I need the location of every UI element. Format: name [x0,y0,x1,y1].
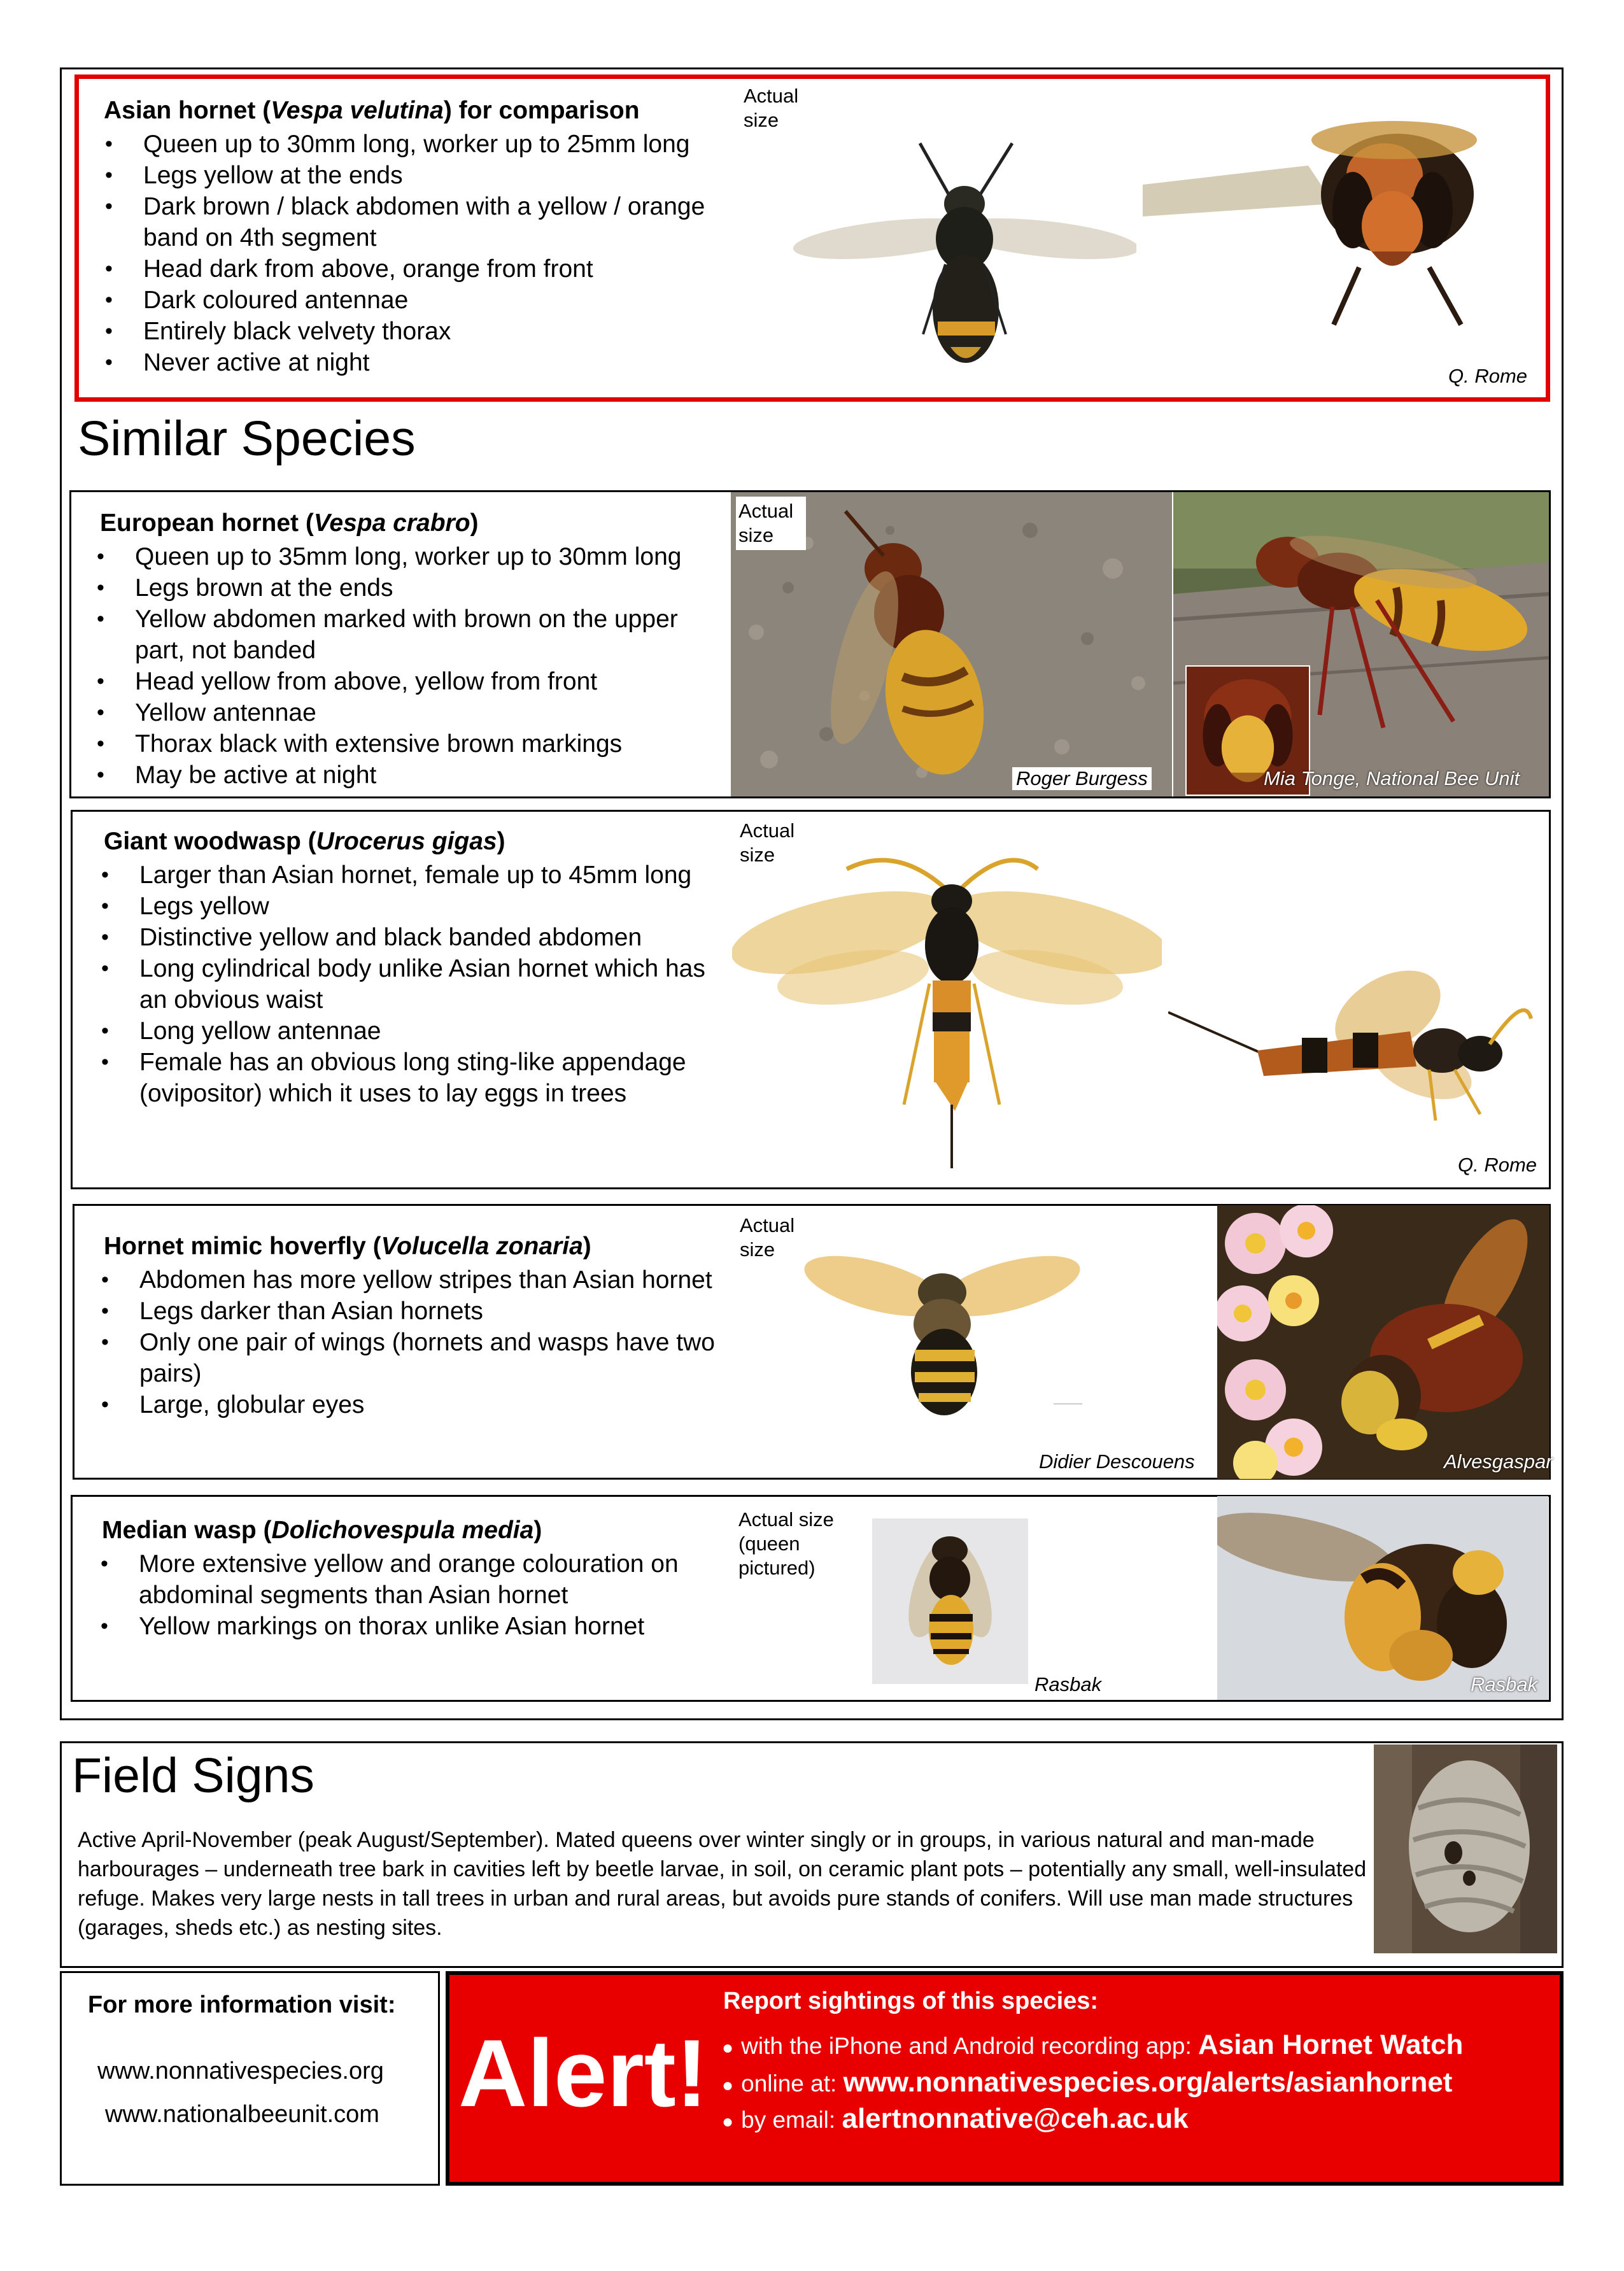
feature-item: • Distinctive yellow and black banded abdomen [100,922,724,953]
median-wasp-specimen-photo [872,1518,1028,1684]
feature-item: • Dark brown / black abdomen with a yellow / orange band on 4th segment [104,191,747,253]
feature-item: • Head yellow from above, yellow from front [95,666,732,697]
bullet-icon: ● [722,2075,734,2096]
actual-size-label: Actual size (queen pictured) [738,1508,834,1579]
photo-credit: Rasbak [1034,1673,1102,1695]
more-info-heading: For more information visit: [88,1992,396,2018]
photo-credit: Rasbak [1471,1673,1538,1695]
similar-species-heading: Similar Species [78,411,416,466]
alert-title: Alert! [458,2020,708,2126]
woodwasp-features [100,860,724,1109]
photo-credit: Q. Rome [1448,365,1528,387]
nest-photo [1374,1744,1557,1953]
feature-item: • Queen up to 35mm long, worker up to 30mm long [95,541,732,572]
feature-item: • Dark coloured antennae [104,285,747,316]
actual-size-label: Actual size [736,497,806,550]
median-wasp-face-photo [1217,1496,1548,1700]
feature-item: • Larger than Asian hornet, female up to 45mm long [100,860,724,891]
actual-size-label: Actual size [740,1214,795,1261]
feature-item: • Yellow markings on thorax unlike Asian hornet [99,1611,723,1642]
actual-size-label: Actual size [744,85,799,131]
feature-item: • Female has an obvious long sting-like appendage (ovipositor) which it uses to lay eggs in trees [100,1047,724,1109]
feature-item: • Abdomen has more yellow stripes than Asian hornet [100,1264,756,1296]
woodwasp-title: Giant woodwasp (Urocerus gigas) [104,828,505,855]
hoverfly-flower-photo [1217,1205,1550,1479]
feature-item: • Queen up to 30mm long, worker up to 25mm long [104,129,747,160]
photo-credit: Q. Rome [1458,1154,1537,1176]
report-url[interactable]: www.nonnativespecies.org/alerts/asianhornet [843,2067,1453,2098]
feature-item: • Legs yellow [100,891,724,922]
field-signs-text: Active April-November (peak August/September). Mated queens over winter singly or in groups, in various natural and man-made harbourages – underneath tree bark in cavities left by beetle larvae, in soil, on ceramic plant pots – potentially any small, well-insulated refuge. Makes very large nests in tall trees in urban and rural areas, but avoids pure stands of conifers. Will use man made structures (garages, sheds etc.) as nesting sites. [78,1828,1367,1940]
feature-item: • Head dark from above, orange from front [104,253,747,285]
feature-item: • Long yellow antennae [100,1015,724,1047]
feature-item: • Legs brown at the ends [95,572,732,604]
feature-item: • Thorax black with extensive brown markings [95,728,732,760]
photo-credit: Alvesgaspar [1444,1450,1553,1473]
feature-item: • Only one pair of wings (hornets and wasps have two pairs) [100,1327,756,1389]
link-nationalbeeunit[interactable]: www.nationalbeeunit.com [105,2101,379,2128]
asian-hornet-features [104,129,747,378]
feature-item: • Large, globular eyes [100,1389,756,1420]
actual-size-label: Actual size [740,819,795,866]
feature-item: • Yellow antennae [95,697,732,728]
photo-credit: Didier Descouens [1039,1450,1195,1473]
photo-credit: Roger Burgess [1012,767,1152,790]
field-signs-heading: Field Signs [72,1748,314,1803]
feature-item: • Never active at night [104,347,747,378]
report-email[interactable]: alertnonnative@ceh.ac.uk [842,2103,1189,2134]
median-wasp-title: Median wasp (Dolichovespula media) [102,1517,542,1544]
feature-item: • More extensive yellow and orange colouration on abdominal segments than Asian hornet [99,1548,723,1611]
bullet-icon: ● [722,2037,734,2058]
feature-item: • Yellow abdomen marked with brown on the upper part, not banded [95,604,732,666]
hoverfly-title: Hornet mimic hoverfly (Volucella zonaria) [104,1233,591,1260]
feature-item: • Long cylindrical body unlike Asian hornet which has an obvious waist [100,953,724,1015]
median-wasp-features [99,1548,723,1642]
asian-hornet-head-photo [1143,121,1537,334]
report-heading: Report sightings of this species: [723,1988,1099,2014]
asian-hornet-title: Asian hornet (Vespa velutina) for comparison [104,97,640,124]
woodwasp-dorsal-photo [732,844,1162,1175]
report-app-line: ● with the iPhone and Android recording app: Asian Hornet Watch [722,2029,1464,2060]
feature-item: • May be active at night [95,760,732,791]
feature-item: • Legs yellow at the ends [104,160,747,191]
woodwasp-lateral-photo [1168,955,1537,1133]
bullet-icon: ● [722,2111,734,2132]
feature-item: • Entirely black velvety thorax [104,316,747,347]
report-email-line: ● by email: alertnonnative@ceh.ac.uk [722,2103,1189,2134]
european-hornet-features [95,541,732,791]
european-hornet-title: European hornet (Vespa crabro) [100,509,479,537]
link-nonnativespecies[interactable]: www.nonnativespecies.org [97,2058,384,2084]
report-online-line: ● online at: www.nonnativespecies.org/alerts/asianhornet [722,2067,1453,2098]
photo-credit: Mia Tonge, National Bee Unit [1264,767,1520,789]
feature-item: • Legs darker than Asian hornets [100,1296,756,1327]
asian-hornet-dorsal-photo [793,137,1136,369]
hoverfly-features [100,1264,756,1420]
hoverfly-specimen-photo [799,1248,1089,1433]
